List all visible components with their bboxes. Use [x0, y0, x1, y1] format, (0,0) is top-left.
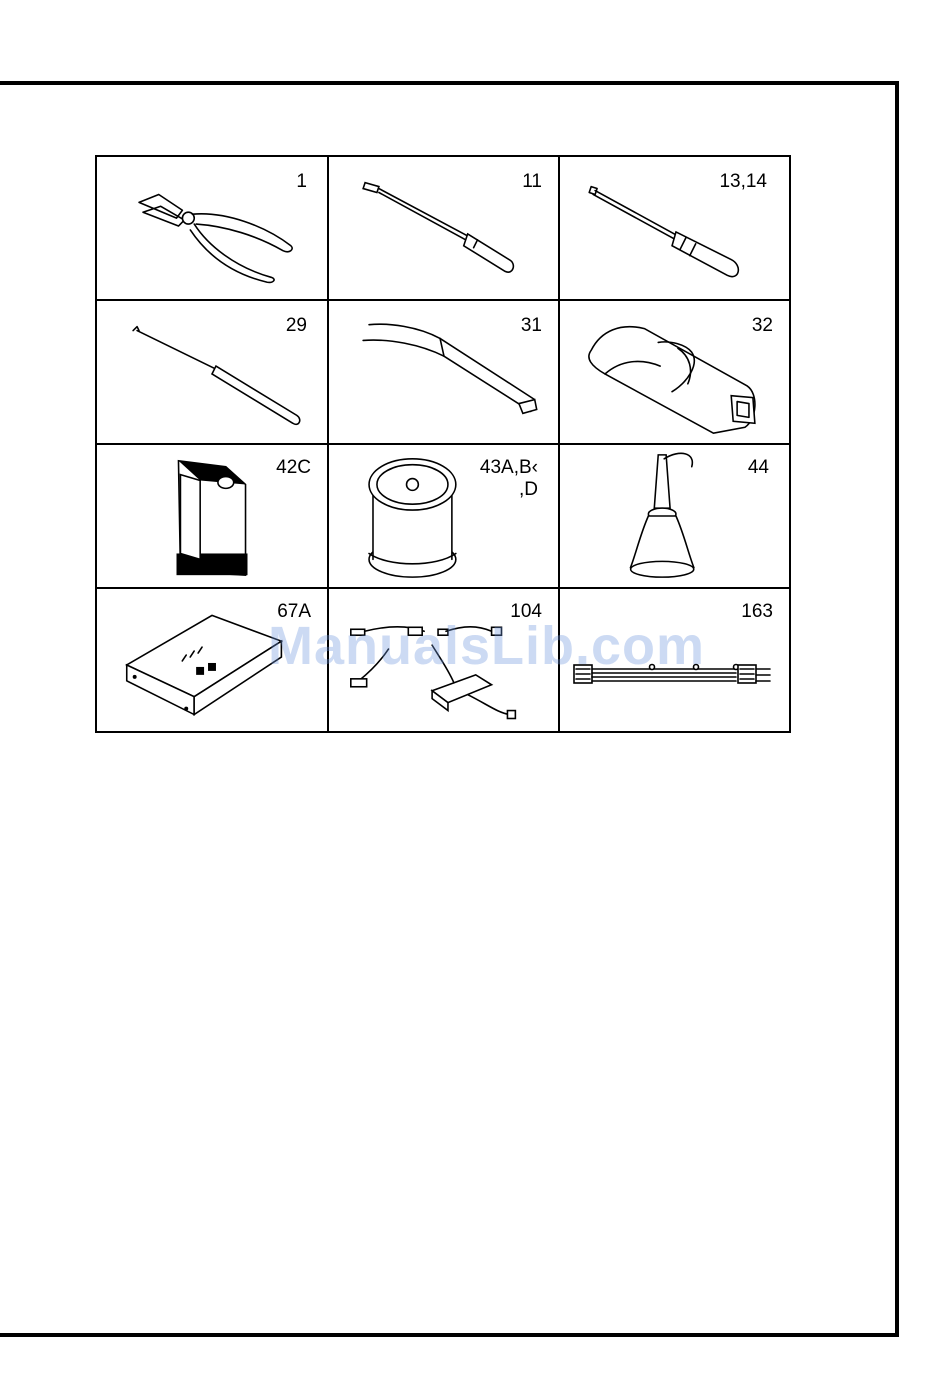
tool-cell-1	[97, 157, 329, 301]
tool-label: 13,14	[719, 171, 767, 192]
tool-roll-icon	[560, 301, 789, 443]
tool-label: 11	[522, 171, 542, 192]
tool-label: 29	[285, 315, 307, 336]
tool-cell-31	[329, 301, 560, 445]
tool-cell-29	[97, 301, 329, 445]
screwdriver-icon	[560, 157, 789, 299]
tool-cell-32	[560, 301, 789, 445]
tool-cell-13-14	[560, 157, 789, 301]
oiler-bottle-icon	[560, 445, 789, 587]
tool-cell-44	[560, 445, 789, 589]
oil-can-icon	[97, 445, 327, 587]
hook-tool-icon	[97, 301, 327, 443]
tool-label: 31	[520, 315, 542, 336]
tool-label: 44	[747, 457, 769, 478]
tool-label: 43A,B‹ ,D	[479, 457, 538, 500]
watermark: ManualsLib.com	[268, 616, 706, 676]
thread-spool-icon	[329, 445, 558, 587]
tool-label: 104	[510, 601, 542, 622]
adjustment-rod-icon	[329, 157, 558, 299]
tool-label: 67A	[277, 601, 311, 622]
tool-label: 42C	[276, 457, 311, 478]
tool-label: 163	[741, 601, 773, 622]
tool-cell-11	[329, 157, 560, 301]
tweezers-icon	[329, 301, 558, 443]
pliers-icon	[97, 157, 327, 299]
tool-cell-42c	[97, 445, 329, 589]
tool-cell-43	[329, 445, 560, 589]
tool-label: 1	[296, 171, 307, 192]
tool-label: 32	[751, 315, 773, 336]
